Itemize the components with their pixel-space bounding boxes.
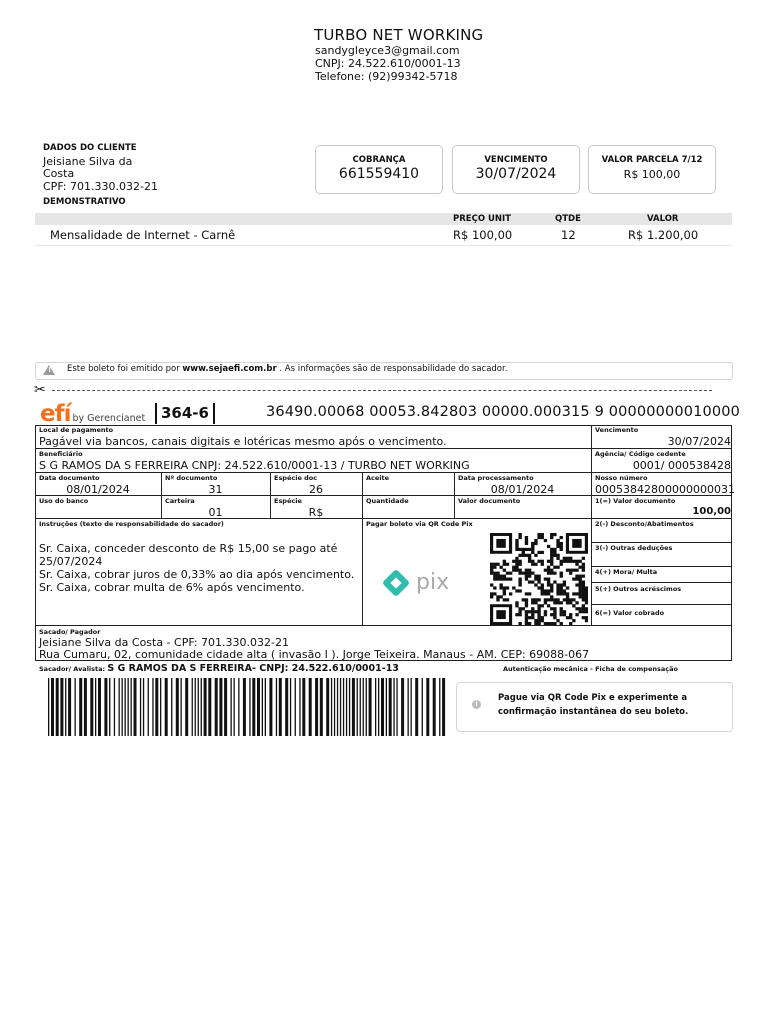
header-valor: VALOR — [647, 214, 679, 224]
num-documento: 31 — [208, 483, 223, 496]
notice-post: . As informações são de responsabilidade do sacador. — [276, 364, 508, 374]
local-pagamento: Pagável via bancos, canais digitais e lotéricas mesmo após o vencimento. — [39, 435, 447, 448]
company-cnpj: CNPJ: 24.522.610/0001-13 — [315, 57, 461, 70]
cobranca-box — [315, 145, 443, 194]
warning-mark-icon: ! — [48, 366, 52, 374]
grid-vrule — [591, 425, 592, 625]
efi-logo-text: efí — [40, 401, 71, 427]
company-email: sandygleyce3@gmail.com — [315, 44, 460, 57]
pix-card-line-1: Pague via QR Code Pix e experimente a — [498, 693, 688, 703]
aceite-label: Aceite — [366, 474, 390, 482]
sacado-line-1: Jeisiane Silva da Costa - CPF: 701.330.032-21 — [39, 636, 289, 649]
vencimento-field-label: Vencimento — [595, 426, 639, 434]
parcela-value: R$ 100,00 — [623, 168, 681, 181]
barcode — [48, 678, 448, 736]
outras-deducoes-label: 3(-) Outras deduções — [595, 544, 673, 552]
vencimento-box — [452, 145, 580, 194]
pix-label: Pagar boleto via QR Code Pix — [366, 520, 473, 528]
data-processamento-label: Data processamento — [458, 474, 534, 482]
sacado-line-2: Rua Cumaru, 02, comunidade cidade alta ( invasão I ). Jorge Teixeira. Manaus - AM. CEP: 69088-067 — [39, 648, 590, 661]
notice-pre: Este boleto foi emitido por — [67, 364, 183, 374]
cobranca-value: 661559410 — [338, 166, 420, 182]
pix-logo-icon — [380, 568, 470, 598]
acrescimos-label: 5(+) Outros acréscimos — [595, 585, 682, 593]
client-name-2: Costa — [43, 167, 75, 180]
pix-logo-text: pix — [416, 570, 450, 595]
vencimento-value: 30/07/2024 — [475, 166, 557, 182]
parcela-box — [588, 145, 716, 194]
instrucao-2: 25/07/2024 — [39, 555, 103, 568]
vencimento-label: VENCIMENTO — [484, 155, 548, 165]
row-preco: R$ 100,00 — [453, 228, 513, 242]
instrucoes-label: Instruções (texto de responsabilidade do sacador) — [39, 520, 224, 528]
data-documento: 08/01/2024 — [66, 483, 130, 496]
valor-documento-label: Valor documento — [458, 497, 521, 505]
data-documento-label: Data documento — [39, 474, 100, 482]
beneficiario-label: Beneficiário — [39, 450, 83, 458]
especie-doc: 26 — [309, 483, 323, 496]
mora-label: 4(+) Mora/ Multa — [595, 568, 658, 576]
grid-rule — [592, 582, 732, 583]
scissors-icon: ✂ — [34, 382, 46, 398]
desconto-label: 2(-) Desconto/Abatimentos — [595, 520, 694, 528]
digitable-line[interactable]: 36490.00068 00053.842803 00000.000315 9 00000000010000 — [266, 404, 740, 420]
vencimento-field: 30/07/2024 — [667, 435, 731, 448]
nosso-numero: 00053842800000000031 — [595, 483, 735, 496]
demo-row-rule — [35, 245, 732, 246]
notice-text — [67, 364, 507, 374]
local-pagamento-label: Local de pagamento — [39, 426, 114, 434]
sacador: S G RAMOS DA S FERREIRA- CNPJ: 24.522.610/0001-13 — [107, 663, 399, 674]
parcela-label: VALOR PARCELA 7/12 — [601, 155, 703, 165]
nosso-numero-label: Nosso número — [595, 474, 648, 482]
row-qtde: 12 — [561, 228, 576, 242]
uso-banco-label: Uso do banco — [39, 497, 89, 505]
pix-logo — [380, 568, 470, 602]
grid-rule — [35, 625, 732, 626]
valor-doc: 100,00 — [692, 506, 731, 517]
row-desc: Mensalidade de Internet - Carnê — [50, 228, 236, 242]
instrucao-1: Sr. Caixa, conceder desconto de R$ 15,00 se pago até — [39, 542, 338, 555]
agencia: 0001/ 000538428 — [632, 459, 731, 472]
cobranca-label: COBRANÇA — [352, 155, 406, 165]
grid-rule — [35, 518, 732, 519]
grid-vrule — [362, 472, 363, 625]
especie-label: Espécie — [274, 497, 302, 505]
info-icon: i — [472, 700, 481, 709]
especie-doc-label: Espécie doc — [274, 474, 318, 482]
cut-line — [52, 390, 712, 391]
bank-code: 364-6 — [155, 403, 215, 424]
sacador-label: Sacador/ Avalista: — [39, 665, 106, 673]
especie: R$ — [308, 506, 324, 519]
client-section-label: DADOS DO CLIENTE — [43, 143, 137, 153]
valor-doc-label: 1(=) Valor documento — [595, 497, 676, 505]
pix-card-line-2: confirmação instantânea do seu boleto. — [498, 707, 689, 717]
beneficiario: S G RAMOS DA S FERREIRA CNPJ: 24.522.610/0001-13 / TURBO NET WORKING — [39, 459, 470, 472]
grid-rule — [592, 542, 732, 543]
carteira: 01 — [208, 506, 223, 519]
num-documento-label: Nº documento — [165, 474, 218, 482]
grid-rule — [592, 566, 732, 567]
client-name-1: Jeisiane Silva da — [43, 155, 133, 168]
instrucao-4: Sr. Caixa, cobrar multa de 6% após vencimento. — [39, 581, 305, 594]
demo-label: DEMONSTRATIVO — [43, 197, 126, 207]
header-qtde: QTDE — [555, 214, 581, 224]
header-preco: PREÇO UNIT — [453, 214, 511, 224]
grid-rule — [35, 472, 732, 473]
company-name: TURBO NET WORKING — [314, 26, 484, 44]
efi-logo-by: by Gerencianet — [72, 413, 146, 424]
client-cpf: CPF: 701.330.032-21 — [43, 180, 158, 193]
pix-qr-code[interactable] — [490, 533, 588, 625]
efi-logo — [40, 401, 145, 427]
data-processamento: 08/01/2024 — [490, 483, 555, 496]
autenticacao: Autenticação mecânica - Ficha de compensação — [503, 665, 678, 673]
grid-rule — [35, 448, 732, 449]
demo-table-header — [35, 213, 732, 225]
instrucao-3: Sr. Caixa, cobrar juros de 0,33% ao dia após vencimento. — [39, 568, 355, 581]
quantidade-label: Quantidade — [366, 497, 409, 505]
sacado-label: Sacado/ Pagador — [39, 628, 101, 636]
valor-cobrado-label: 6(=) Valor cobrado — [595, 609, 665, 617]
grid-rule — [592, 604, 732, 605]
carteira-label: Carteira — [165, 497, 195, 505]
company-phone: Telefone: (92)99342-5718 — [315, 70, 458, 83]
notice-site-link[interactable]: www.sejaefi.com.br — [182, 364, 277, 374]
row-valor: R$ 1.200,00 — [628, 228, 699, 242]
sacador-row — [39, 663, 399, 674]
agencia-label: Agência/ Código cedente — [595, 450, 686, 458]
